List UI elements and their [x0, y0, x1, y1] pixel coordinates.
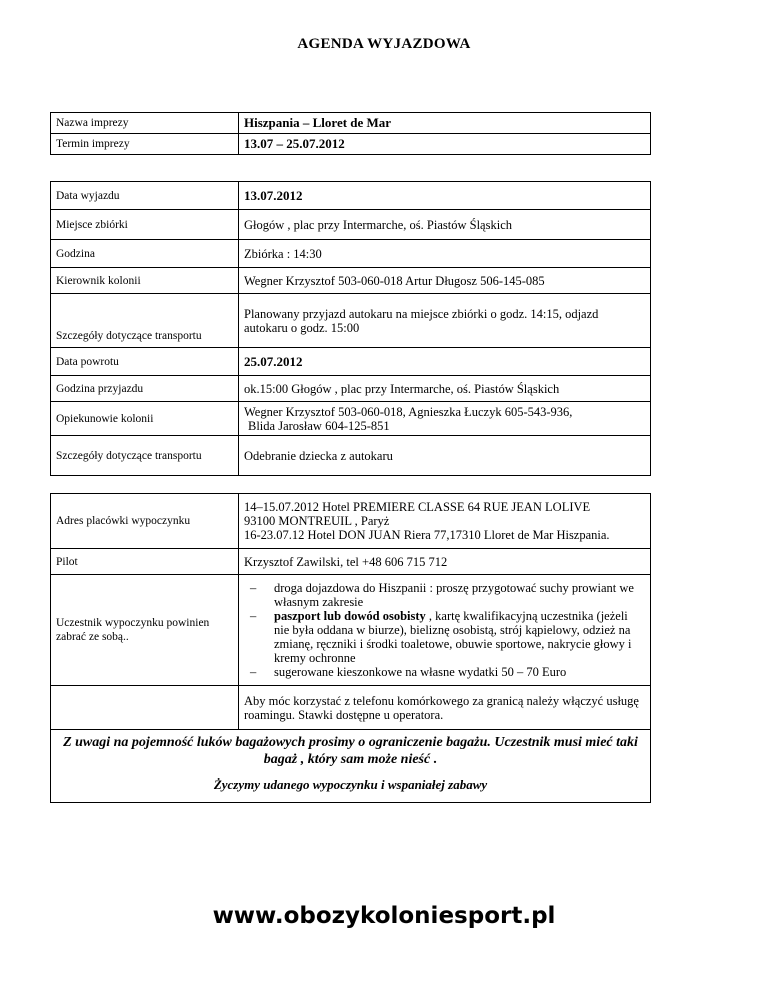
bring-list-cell	[239, 575, 651, 686]
departure-transport-value: Planowany przyjazd autokaru na miejsce zbiórki o godz. 14:15, odjazd autokaru o godz. 15:00	[239, 294, 651, 348]
address-line: 14–15.07.2012 Hotel PREMIERE CLASSE 64 RUE JEAN LOLIVE	[244, 500, 591, 514]
table-row	[51, 575, 651, 686]
arrival-time-value: ok.15:00 Głogów , plac przy Intermarche, oś. Piastów Śląskich	[239, 376, 651, 402]
event-term-value: 13.07 – 25.07.2012	[239, 134, 651, 155]
list-item	[274, 581, 645, 609]
meeting-time-label: Godzina	[51, 240, 239, 268]
table-row	[51, 402, 651, 436]
guardians-line: Wegner Krzysztof 503-060-018, Agnieszka Łuczyk 605-543-936,	[244, 404, 573, 419]
bring-item-text: , kartę kwalifikacyjną uczestnika (jeżeli nie była oddana w biurze), bieliznę osobistą, strój kąpielowy, odzież na zmianę, ręczniki i środki toaletowe, obuwie sportowe, nakrycie głowy i kremy ochronne	[274, 609, 632, 665]
table-row	[51, 182, 651, 210]
table-row	[51, 494, 651, 549]
guardians-value	[239, 402, 651, 436]
camp-leader-value: Wegner Krzysztof 503-060-018 Artur Długosz 506-145-085	[239, 268, 651, 294]
meeting-place-value: Głogów , plac przy Intermarche, oś. Piastów Śląskich	[239, 210, 651, 240]
bring-item-text: sugerowane kieszonkowe na własne wydatki 50 – 70 Euro	[274, 665, 567, 679]
event-name-label: Nazwa imprezy	[51, 113, 239, 134]
address-line: 16-23.07.12 Hotel DON JUAN Riera 77,17310 Lloret de Mar Hiszpania.	[244, 528, 610, 542]
arrival-time-label: Godzina przyjazdu	[51, 376, 239, 402]
trip-details-table	[50, 181, 651, 476]
bring-label: Uczestnik wypoczynku powinien zabrać ze sobą..	[51, 575, 239, 686]
table-row	[51, 134, 651, 155]
table-row	[51, 113, 651, 134]
camp-leader-label: Kierownik kolonii	[51, 268, 239, 294]
pilot-value: Krzysztof Zawilski, tel +48 606 715 712	[239, 549, 651, 575]
return-transport-label: Szczegóły dotyczące transportu	[51, 436, 239, 476]
event-table	[50, 112, 651, 155]
wishes-text: Życzymy udanego wypoczynku i wspaniałej zabawy	[213, 777, 488, 792]
luggage-note: Z uwagi na pojemność luków bagażowych prosimy o ograniczenie bagażu. Uczestnik musi mieć taki bagaż , który sam może nieść .	[63, 735, 638, 767]
phone-note: Aby móc korzystać z telefonu komórkowego za granicą należy włączyć usługę roamingu. Stawki dostępne u operatora.	[239, 686, 651, 730]
table-row	[51, 686, 651, 730]
empty-label-cell	[51, 686, 239, 730]
meeting-place-label: Miejsce zbiórki	[51, 210, 239, 240]
guardians-label: Opiekunowie kolonii	[51, 402, 239, 436]
closing-banner	[51, 730, 651, 803]
return-transport-value: Odebranie dziecka z autokaru	[239, 436, 651, 476]
table-row	[51, 436, 651, 476]
bring-item-bold: paszport lub dowód osobisty	[274, 609, 426, 623]
table-row	[51, 549, 651, 575]
page-title: AGENDA WYJAZDOWA	[297, 36, 471, 52]
guardians-line: Blida Jarosław 604-125-851	[248, 418, 390, 433]
departure-transport-label: Szczegóły dotyczące transportu	[51, 294, 239, 348]
stay-table	[50, 493, 651, 803]
address-value	[239, 494, 651, 549]
table-row	[51, 240, 651, 268]
return-date-label: Data powrotu	[51, 348, 239, 376]
table-row	[51, 376, 651, 402]
departure-date-label: Data wyjazdu	[51, 182, 239, 210]
bring-list	[244, 581, 645, 679]
address-label: Adres placówki wypoczynku	[51, 494, 239, 549]
departure-date-value: 13.07.2012	[239, 182, 651, 210]
bring-item-text: droga dojazdowa do Hiszpanii : proszę przygotować suchy prowiant we własnym zakresie	[274, 581, 634, 609]
table-row	[51, 294, 651, 348]
table-row	[51, 268, 651, 294]
table-row	[51, 730, 651, 803]
meeting-time-value: Zbiórka : 14:30	[239, 240, 651, 268]
website-url[interactable]: www.obozykoloniesport.pl	[212, 903, 556, 929]
table-row	[51, 348, 651, 376]
return-date-value: 25.07.2012	[239, 348, 651, 376]
event-term-label: Termin imprezy	[51, 134, 239, 155]
address-line: 93100 MONTREUIL , Paryż	[244, 514, 390, 528]
list-item	[274, 609, 645, 665]
event-name-value: Hiszpania – Lloret de Mar	[239, 113, 651, 134]
pilot-label: Pilot	[51, 549, 239, 575]
table-row	[51, 210, 651, 240]
list-item	[274, 665, 645, 679]
